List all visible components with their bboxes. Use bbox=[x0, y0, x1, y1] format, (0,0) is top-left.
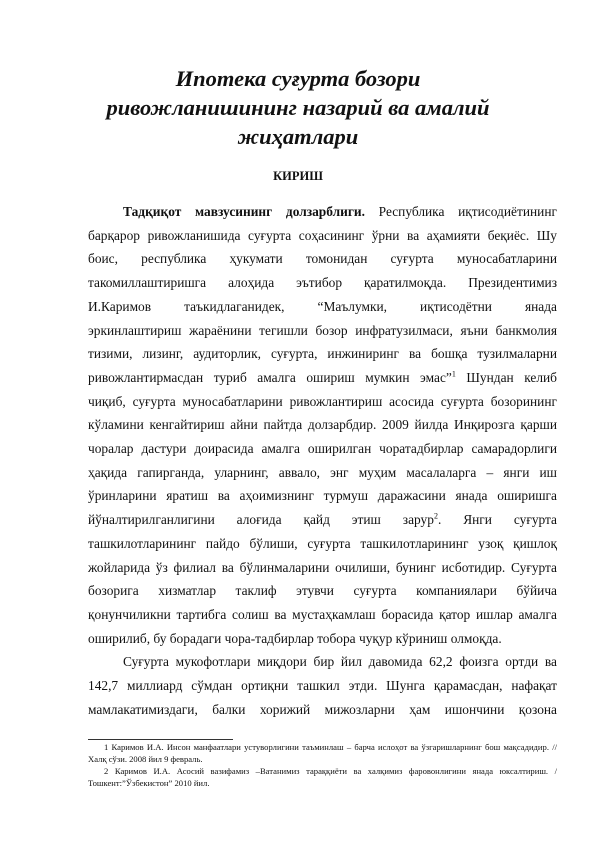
paragraph-text: Республика иқтисодиётининг bbox=[364, 204, 557, 219]
paragraph-1-line-3: боис, республика ҳукумати томонидан суғурта муносабатларини bbox=[88, 251, 557, 267]
footnote-2: 2 Каримов И.А. Асосий вазифамиз –Ватанимиз тараққиёти ва халқимиз фаровонлигини янада юксалтириш. /Тошкент:”Ўзбекистон” 2010 йил. bbox=[88, 766, 557, 788]
paragraph-text: ривожлантирмасдан туриб амалга ошириш мумкин эмас” bbox=[88, 369, 452, 385]
paragraph-1-line-15: ташкилотларининг пайдо бўлиши, суғурта ташкилотларининг узоқ қишлоқ bbox=[88, 535, 557, 551]
paragraph-1-line-13: ўринларини яратиш ва аҳоимизнинг турмуш даражасини янада оширишга bbox=[88, 488, 557, 504]
title-line-1: Ипотека суғурта бозори bbox=[175, 66, 421, 91]
paragraph-text: Шундан келиб bbox=[455, 369, 557, 385]
paragraph-text: . Янги суғурта bbox=[437, 512, 557, 528]
paragraph-2-line-2: 142,7 миллиард сўмдан ортиқни ташкил этди. Шунга қарамасдан, нафақат bbox=[88, 678, 557, 694]
paragraph-1-line-9: чиқиб, суғурта муносабатларини ривожлантириш асосида суғурта бозорининг bbox=[88, 393, 557, 409]
paragraph-1-line-1 bbox=[88, 200, 557, 224]
paragraph-1-line-5: И.Каримов таъкидлаганидек, “Маълумки, иқтисодётни янада bbox=[88, 298, 557, 314]
footnote-divider bbox=[88, 739, 233, 740]
paragraph-1-line-2: барқарор ривожланишида суғурта соҳасининг ўрни ва аҳамияти беқиёс. Шу bbox=[88, 227, 557, 243]
paragraph-1-line-16: жойларида ўз филиал ва бўлинмаларини очилиши, бунинг исботидир. Суғурта bbox=[88, 559, 557, 575]
title-line-2: ривожланишининг назарий ва амалий bbox=[106, 95, 490, 120]
paragraph-1-line-7: тизими, лизинг, аудиторлик, суғурта, инжиниринг ва бошқа тузилмаларни bbox=[88, 346, 557, 362]
paragraph-1-line-19: оширилиб, бу борадаги чора-тадбирлар тобора чуқур кўриниш олмоқда. bbox=[88, 630, 502, 646]
footnote-ref-1[interactable]: 1 bbox=[451, 369, 456, 379]
section-heading: КИРИШ bbox=[273, 169, 323, 183]
footnotes bbox=[88, 741, 557, 789]
lead-bold-text: Тадқиқот мавзусининг долзарблиги. bbox=[123, 204, 365, 219]
paragraph-1-line-10: кўламини кенгайтириш айни пайтда долзарбдир. 2009 йилда Инқирозга қарши bbox=[88, 417, 557, 433]
paragraph-1-line-12: ҳақида гапирганда, уларнинг, аввало, энг муҳим масалаларга – янги иш bbox=[88, 464, 557, 480]
paragraph-1-line-8 bbox=[88, 366, 557, 390]
paragraph-1-line-14 bbox=[88, 508, 557, 532]
paragraph-2-line-3: мамлакатимиздаги, балки хорижий мижозларни ҳам ишончини қозона bbox=[88, 701, 557, 717]
paragraph-1-line-18: қонунчиликни тартибга солиш ва мустаҳкамлаш борасида қатор ишлар амалга bbox=[88, 606, 557, 622]
paragraph-2-line-1: Суғурта мукофотлари миқдори бир йил давомида 62,2 фоизга ортди ва bbox=[123, 654, 557, 670]
footnote-1: 1 Каримов И.А. Инсон манфаатлари устуворлигини таъминлаш – барча ислоҳот ва ўзгаришларнинг бош мақсадидир. //Халқ сўзи. 2008 йил 9 февраль. bbox=[88, 742, 557, 764]
paragraph-1-line-6: эркинлаштириш жараёнини тегишли бозор инфратузилмаси, яъни банкмолия bbox=[88, 322, 557, 338]
document-body bbox=[88, 200, 557, 721]
paragraph-1-line-11: чоралар дастури доирасида амалга оширилган чоратадбирлар самарадорлиги bbox=[88, 441, 557, 457]
paragraph-1-line-17: бозорига хизматлар таклиф этувчи суғурта компаниялари бўйича bbox=[88, 583, 557, 599]
title-line-3: жиҳатлари bbox=[237, 124, 359, 149]
document-title bbox=[60, 64, 536, 151]
paragraph-1-line-4: такомиллаштиришга алоҳида эътибор қаратилмоқда. Президентимиз bbox=[88, 275, 557, 291]
paragraph-text: йўналтирилганлигини алоғида қайд этиш зарур bbox=[88, 512, 434, 528]
footnote-ref-2[interactable]: 2 bbox=[433, 511, 438, 521]
